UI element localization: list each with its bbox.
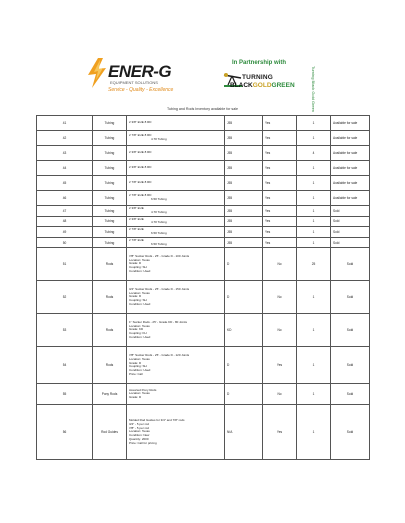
description-line: 2 7/8" EUE 8 RD [129, 134, 152, 138]
item-qty: 1 [297, 176, 331, 191]
table-caption: Tubing and Rods Inventory available for sale [167, 107, 238, 111]
table-row [37, 176, 370, 191]
item-qty: 1 [297, 384, 331, 405]
description-line: 4.7# Tubing [151, 210, 167, 214]
item-description [127, 405, 225, 460]
row-number: 46 [37, 191, 93, 206]
description-line: 4.7# Tubing [151, 221, 167, 225]
item-qty: 1 [297, 206, 331, 217]
description-line: 4.7# Tubing [151, 138, 167, 141]
item-flag: Yes [263, 131, 297, 146]
ener-g-subtitle: EQUIPMENT SOLUTIONS [110, 80, 158, 85]
description-line: 3/4" - 5 per rod [129, 422, 149, 426]
partner-black-gold-green [230, 82, 295, 89]
item-description [127, 281, 225, 314]
row-number: 50 [37, 237, 93, 248]
item-grade: J55 [225, 176, 263, 191]
item-type: Tubing [93, 216, 127, 227]
item-type: Tubing [93, 227, 127, 238]
row-number: 48 [37, 216, 93, 227]
item-flag: Yes [263, 176, 297, 191]
description-line: Location: Texas [129, 291, 150, 295]
description-line: 2 3/8" EUE 8 RD [129, 166, 152, 170]
item-status: Available for sale [331, 116, 370, 131]
item-description [127, 176, 225, 191]
description-line: Price: Call [129, 372, 143, 376]
table-row [37, 116, 370, 131]
description-line: 6.5# Tubing [151, 198, 167, 201]
row-number: 52 [37, 281, 93, 314]
partner-gold-text: GOLD [252, 82, 272, 89]
description-line: Condition: Used [129, 270, 151, 274]
description-line: Grade: KD [129, 328, 144, 332]
item-type: Rod Guides [93, 405, 127, 460]
item-flag: Yes [263, 191, 297, 206]
partner-green-text: GREEN [271, 82, 295, 89]
description-line: Coupling: SH [129, 266, 147, 270]
item-qty: 1 [297, 227, 331, 238]
item-grade: J55 [225, 237, 263, 248]
ener-g-tagline: Service - Quality - Excellence [108, 87, 174, 93]
item-description [127, 131, 225, 146]
item-grade: D [225, 281, 263, 314]
description-line: Grade: D [129, 361, 142, 365]
description-line: Coupling: SH [129, 299, 147, 303]
partner-logo [226, 60, 316, 113]
item-grade: N/A [225, 405, 263, 460]
table-row [37, 131, 370, 146]
item-status: Available for sale [331, 146, 370, 161]
description-line: 1" Sucker Rods - 25' - Grade KD - 80 Joints [129, 320, 187, 324]
description-line: Assorted Pony Rods [129, 388, 157, 392]
description-line: 7/8" - 5 per rod [129, 426, 149, 430]
item-type: Pony Rods [93, 384, 127, 405]
item-description [127, 146, 225, 161]
description-line: Location: Texas [129, 324, 150, 328]
description-line: Coupling: FH [129, 332, 147, 336]
item-grade: J55 [225, 116, 263, 131]
description-line: 7/8" Sucker Rods - 25' - Grade D - 120 Joints [129, 353, 190, 357]
table-row [37, 281, 370, 314]
item-status: Sold [331, 237, 370, 248]
table-row [37, 384, 370, 405]
item-status: Sold [331, 384, 370, 405]
row-number: 43 [37, 146, 93, 161]
row-number: 53 [37, 314, 93, 347]
table-row [37, 227, 370, 238]
item-description [127, 116, 225, 131]
row-number: 54 [37, 347, 93, 384]
description-line: Condition: Used [129, 336, 151, 340]
item-status: Available for sale [331, 161, 370, 176]
item-qty: 1 [297, 237, 331, 248]
item-status: Available for sale [331, 131, 370, 146]
description-line: 2 7/8" EUE 8 RD [129, 181, 152, 185]
item-type: Tubing [93, 191, 127, 206]
item-qty: 1 [297, 281, 331, 314]
item-status: Sold [331, 347, 370, 384]
item-flag: No [263, 281, 297, 314]
item-qty: 1 [297, 161, 331, 176]
description-line: 2 7/8" EUE [129, 238, 144, 242]
item-qty: 1 [297, 131, 331, 146]
description-line: Grade: D [129, 295, 142, 299]
item-flag: Yes [263, 161, 297, 176]
description-line: Condition: New [129, 434, 150, 438]
item-type: Tubing [93, 206, 127, 217]
description-line: 6.5# Tubing [151, 231, 167, 235]
item-status: Sold [331, 216, 370, 227]
table-row [37, 314, 370, 347]
description-line: Coupling: SH [129, 365, 147, 369]
lightning-bolt-icon [86, 58, 108, 88]
item-grade: J55 [225, 191, 263, 206]
item-grade: D [225, 384, 263, 405]
description-line: Grade: D [129, 262, 142, 266]
table-row [37, 146, 370, 161]
row-number: 41 [37, 116, 93, 131]
item-status: Sold [331, 405, 370, 460]
inventory-table [36, 115, 370, 460]
item-description [127, 161, 225, 176]
item-type: Tubing [93, 131, 127, 146]
item-description [127, 248, 225, 281]
item-type: Tubing [93, 146, 127, 161]
item-description [127, 227, 225, 238]
item-status: Sold [331, 281, 370, 314]
item-grade: J55 [225, 206, 263, 217]
description-line: 2 3/8" EUE [129, 207, 144, 210]
description-line: 7/8" Sucker Rods - 25' - Grade D - 100 Joints [129, 254, 190, 258]
item-qty: 1 [297, 116, 331, 131]
item-flag: No [263, 314, 297, 347]
item-type: Rods [93, 248, 127, 281]
partner-side-text: Turning Black Gold Green [311, 66, 316, 113]
description-line: Location: Texas [129, 357, 150, 361]
description-line: 6.5# Tubing [151, 242, 167, 246]
item-flag: No [263, 248, 297, 281]
item-grade: J55 [225, 216, 263, 227]
item-flag: Yes [263, 227, 297, 238]
item-flag: Yes [263, 206, 297, 217]
table-row [37, 161, 370, 176]
item-type: Rods [93, 281, 127, 314]
item-description [127, 216, 225, 227]
table-row [37, 405, 370, 460]
table-row [37, 237, 370, 248]
description-line: Price: Call for pricing [129, 441, 157, 445]
partner-black-text: BLACK [230, 82, 253, 89]
item-description [127, 384, 225, 405]
description-line: 2 7/8" EUE 8 RD [129, 194, 152, 198]
description-line: 2 7/8" EUE [129, 228, 144, 232]
table-row [37, 191, 370, 206]
item-grade: J55 [225, 146, 263, 161]
item-qty: 1 [297, 191, 331, 206]
item-type: Tubing [93, 237, 127, 248]
item-grade: KD [225, 314, 263, 347]
table-row [37, 216, 370, 227]
description-line: Location: Texas [129, 430, 150, 434]
partner-heading: In Partnership with [232, 60, 287, 66]
item-status: Sold [331, 314, 370, 347]
item-description [127, 347, 225, 384]
item-status: Sold [331, 227, 370, 238]
description-line: Grade: D [129, 396, 142, 400]
description-line: 2 3/8" EUE 8 RD [129, 151, 152, 155]
item-status: Sold [331, 248, 370, 281]
item-qty: 1 [297, 216, 331, 227]
item-grade: J55 [225, 227, 263, 238]
description-line: Location: Texas [129, 392, 150, 396]
item-flag: No [263, 384, 297, 405]
item-type: Tubing [93, 176, 127, 191]
description-line: Quantity: 2000 [129, 438, 149, 442]
item-description [127, 206, 225, 217]
item-description [127, 191, 225, 206]
item-type: Rods [93, 347, 127, 384]
row-number: 42 [37, 131, 93, 146]
table-row [37, 347, 370, 384]
item-description [127, 237, 225, 248]
table-row [37, 248, 370, 281]
description-line: 2 3/8" EUE [129, 217, 144, 221]
row-number: 44 [37, 161, 93, 176]
item-qty: 1 [297, 347, 331, 384]
item-qty: 4 [297, 146, 331, 161]
item-description [127, 314, 225, 347]
item-qty: 1 [297, 405, 331, 460]
description-line: Condition: Used [129, 369, 151, 373]
item-grade: D [225, 347, 263, 384]
item-status: Sold [331, 206, 370, 217]
item-grade: J55 [225, 131, 263, 146]
item-type: Tubing [93, 116, 127, 131]
item-status: Available for sale [331, 191, 370, 206]
item-status: Available for sale [331, 176, 370, 191]
item-flag: Yes [263, 237, 297, 248]
row-number: 51 [37, 248, 93, 281]
description-line: Molded Rod Guides for 3/4" and 7/8" rods [129, 419, 185, 423]
item-type: Rods [93, 314, 127, 347]
description-line: Location: Texas [129, 258, 150, 262]
item-flag: Yes [263, 347, 297, 384]
item-type: Tubing [93, 161, 127, 176]
item-grade: J55 [225, 161, 263, 176]
item-qty: 25 [297, 248, 331, 281]
item-flag: Yes [263, 405, 297, 460]
table-row [37, 206, 370, 217]
row-number: 49 [37, 227, 93, 238]
description-line: Condition: Used [129, 303, 151, 307]
row-number: 55 [37, 384, 93, 405]
description-line: 2 3/8" EUE 8 RD [129, 121, 152, 125]
item-qty: 1 [297, 314, 331, 347]
item-flag: Yes [263, 216, 297, 227]
item-flag: Yes [263, 116, 297, 131]
description-line: 3/4" Sucker Rods - 25' - Grade D - 150 Joints [129, 287, 190, 291]
row-number: 56 [37, 405, 93, 460]
row-number: 45 [37, 176, 93, 191]
ener-g-brand-text: ENER-G [108, 62, 172, 81]
partner-turning-text: TURNING [242, 74, 274, 81]
item-flag: Yes [263, 146, 297, 161]
item-grade: D [225, 248, 263, 281]
row-number: 47 [37, 206, 93, 217]
ener-g-logo [86, 56, 198, 100]
